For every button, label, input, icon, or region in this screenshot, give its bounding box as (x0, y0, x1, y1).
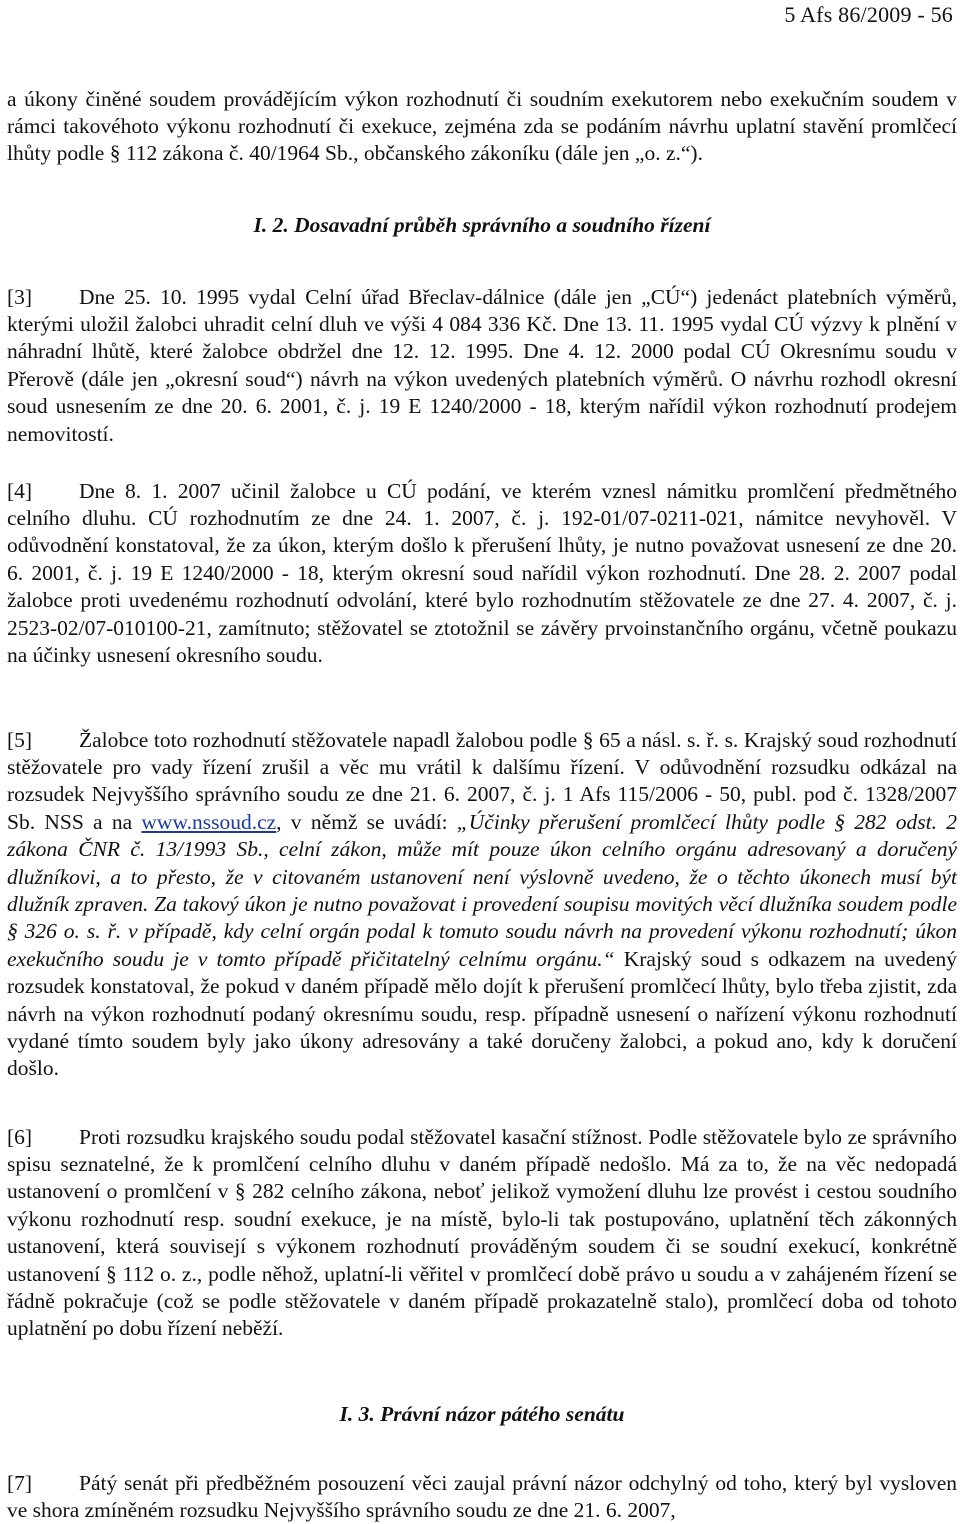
paragraph-7 (7, 1470, 957, 1524)
paragraph-number: [3] (7, 284, 79, 311)
paragraph-6-text: Proti rozsudku krajského soudu podal stěžovatel kasační stížnost. Podle stěžovatele bylo ze správního spisu seznatelné, že k promlčení celního dluhu v daném případě nedošlo. Má za to, že na věc nedopadá ustanovení o promlčení v § 282 celního zákona, neboť jelikož vymožení dluhu lze provést i cestou soudního výkonu rozhodnutí resp. soudní exekuce, je na místě, bylo-li tak postupováno, uplatnění těch zákonných ustanovení, která souvisejí s výkonem rozhodnutí prováděným soudem či se soudní exekucí, konkrétně ustanovení § 112 o. z., podle něhož, uplatní-li věřitel v promlčecí době právo u soudu a v zahájeném řízení se řádně pokračuje (což se podle stěžovatele v daném případě prokazatelně stalo), promlčecí doba od tohoto uplatnění po dobu řízení neběží. (7, 1125, 957, 1341)
paragraph-number: [4] (7, 478, 79, 505)
paragraph-3 (7, 284, 957, 448)
paragraph-5-text-b: , v němž se uvádí: (276, 810, 457, 834)
intro-paragraph: a úkony činěné soudem provádějícím výkon rozhodnutí či soudním exekutorem nebo exekučním soudem v rámci takovéhoto výkonu rozhodnutí či exekuce, zejména zda se podáním návrhu uplatní stavění promlčecí lhůty podle § 112 zákona č. 40/1964 Sb., občanského zákoníku (dále jen „o. z.“). (7, 86, 957, 168)
paragraph-6 (7, 1124, 957, 1343)
paragraph-5 (7, 727, 957, 1083)
section-heading-I3: I. 3. Právní názor pátého senátu (7, 1402, 957, 1427)
paragraph-number: [7] (7, 1470, 79, 1497)
nssoud-link[interactable]: www.nssoud.cz (141, 810, 276, 834)
paragraph-5-quote: „Účinky přerušení promlčecí lhůty podle § 282 odst. 2 zákona ČNR č. 13/1993 Sb., celní zákon, může mít pouze úkon celního orgánu adresovaný a doručený dlužníkovi, a to přesto, že v citovaném ustanovení není výslovně uvedeno, že o těchto úkonech musí být dlužník zpraven. Za takový úkon je nutno považovat i provedení soupisu movitých věcí dlužníka soudem podle § 326 o. s. ř. v případě, kdy celní orgán podal k tomuto soudu návrh na provedení výkonu rozhodnutí; úkon exekučního soudu je v tomto případě přičitatelný celnímu orgánu.“ (7, 810, 957, 971)
paragraph-7-text: Pátý senát při předběžném posouzení věci zaujal právní názor odchylný od toho, který byl vysloven ve shora zmíněném rozsudku Nejvyššího správního soudu ze dne 21. 6. 2007, (7, 1471, 957, 1522)
section-heading-I2: I. 2. Dosavadní průběh správního a soudního řízení (7, 213, 957, 238)
paragraph-5-text-a: Žalobce toto rozhodnutí stěžovatele napadl žalobou podle § 65 a násl. s. ř. s. Krajský soud rozhodnutí stěžovatele pro vady řízení zrušil a věc mu vrátil k dalšímu řízení. V odůvodnění rozsudku odkázal na rozsudek Nejvyššího správního soudu ze dne 21. 6. 2007, č. j. 1 Afs 115/2006 - 50, publ. pod č. 1328/2007 Sb. NSS a na (7, 728, 957, 834)
paragraph-4-text: Dne 8. 1. 2007 učinil žalobce u CÚ podání, ve kterém vznesl námitku promlčení předmětného celního dluhu. CÚ rozhodnutím ze dne 24. 1. 2007, č. j. 192-01/07-0211-021, námitce nevyhověl. V odůvodnění konstatoval, že za úkon, kterým došlo k přerušení lhůty, je nutno považovat usnesení ze dne 20. 6. 2001, č. j. 19 E 1240/2000 - 18, kterým okresní soud nařídil výkon rozhodnutí. Dne 28. 2. 2007 podal žalobce proti uvedenému rozhodnutí odvolání, které bylo rozhodnutím stěžovatele ze dne 27. 4. 2007, č. j. 2523-02/07-010100-21, zamítnuto; stěžovatel se ztotožnil se závěry prvoinstančního orgánu, včetně poukazu na účinky usnesení okresního soudu. (7, 479, 957, 667)
paragraph-3-text: Dne 25. 10. 1995 vydal Celní úřad Břeclav-dálnice (dále jen „CÚ“) jedenáct platebních výměrů, kterými uložil žalobci uhradit celní dluh ve výši 4 084 336 Kč. Dne 13. 11. 1995 vydal CÚ výzvy k plnění v náhradní lhůtě, které žalobce obdržel dne 12. 12. 1995. Dne 4. 12. 2000 podal CÚ Okresnímu soudu v Přerově (dále jen „okresní soud“) návrh na výkon uvedených platebních výměrů. O návrhu rozhodl okresní soud usnesením ze dne 20. 6. 2001, č. j. 19 E 1240/2000 - 18, kterým nařídil výkon rozhodnutí prodejem nemovitostí. (7, 285, 957, 446)
paragraph-number: [5] (7, 727, 79, 754)
case-number-header: 5 Afs 86/2009 - 56 (784, 2, 953, 28)
paragraph-5-text-c: Krajský soud s odkazem na uvedený rozsudek konstatoval, že pokud v daném případě mělo dojít k přerušení promlčecí lhůty, bylo třeba zjistit, zda návrh na výkon rozhodnutí podaný okresnímu soudu, resp. případně usnesení o nařízení výkonu rozhodnutí vydané tímto soudem byly jako úkony adresovány a také doručeny žalobci, a pokud ano, kdy k doručení došlo. (7, 947, 957, 1081)
paragraph-4 (7, 478, 957, 670)
paragraph-number: [6] (7, 1124, 79, 1151)
